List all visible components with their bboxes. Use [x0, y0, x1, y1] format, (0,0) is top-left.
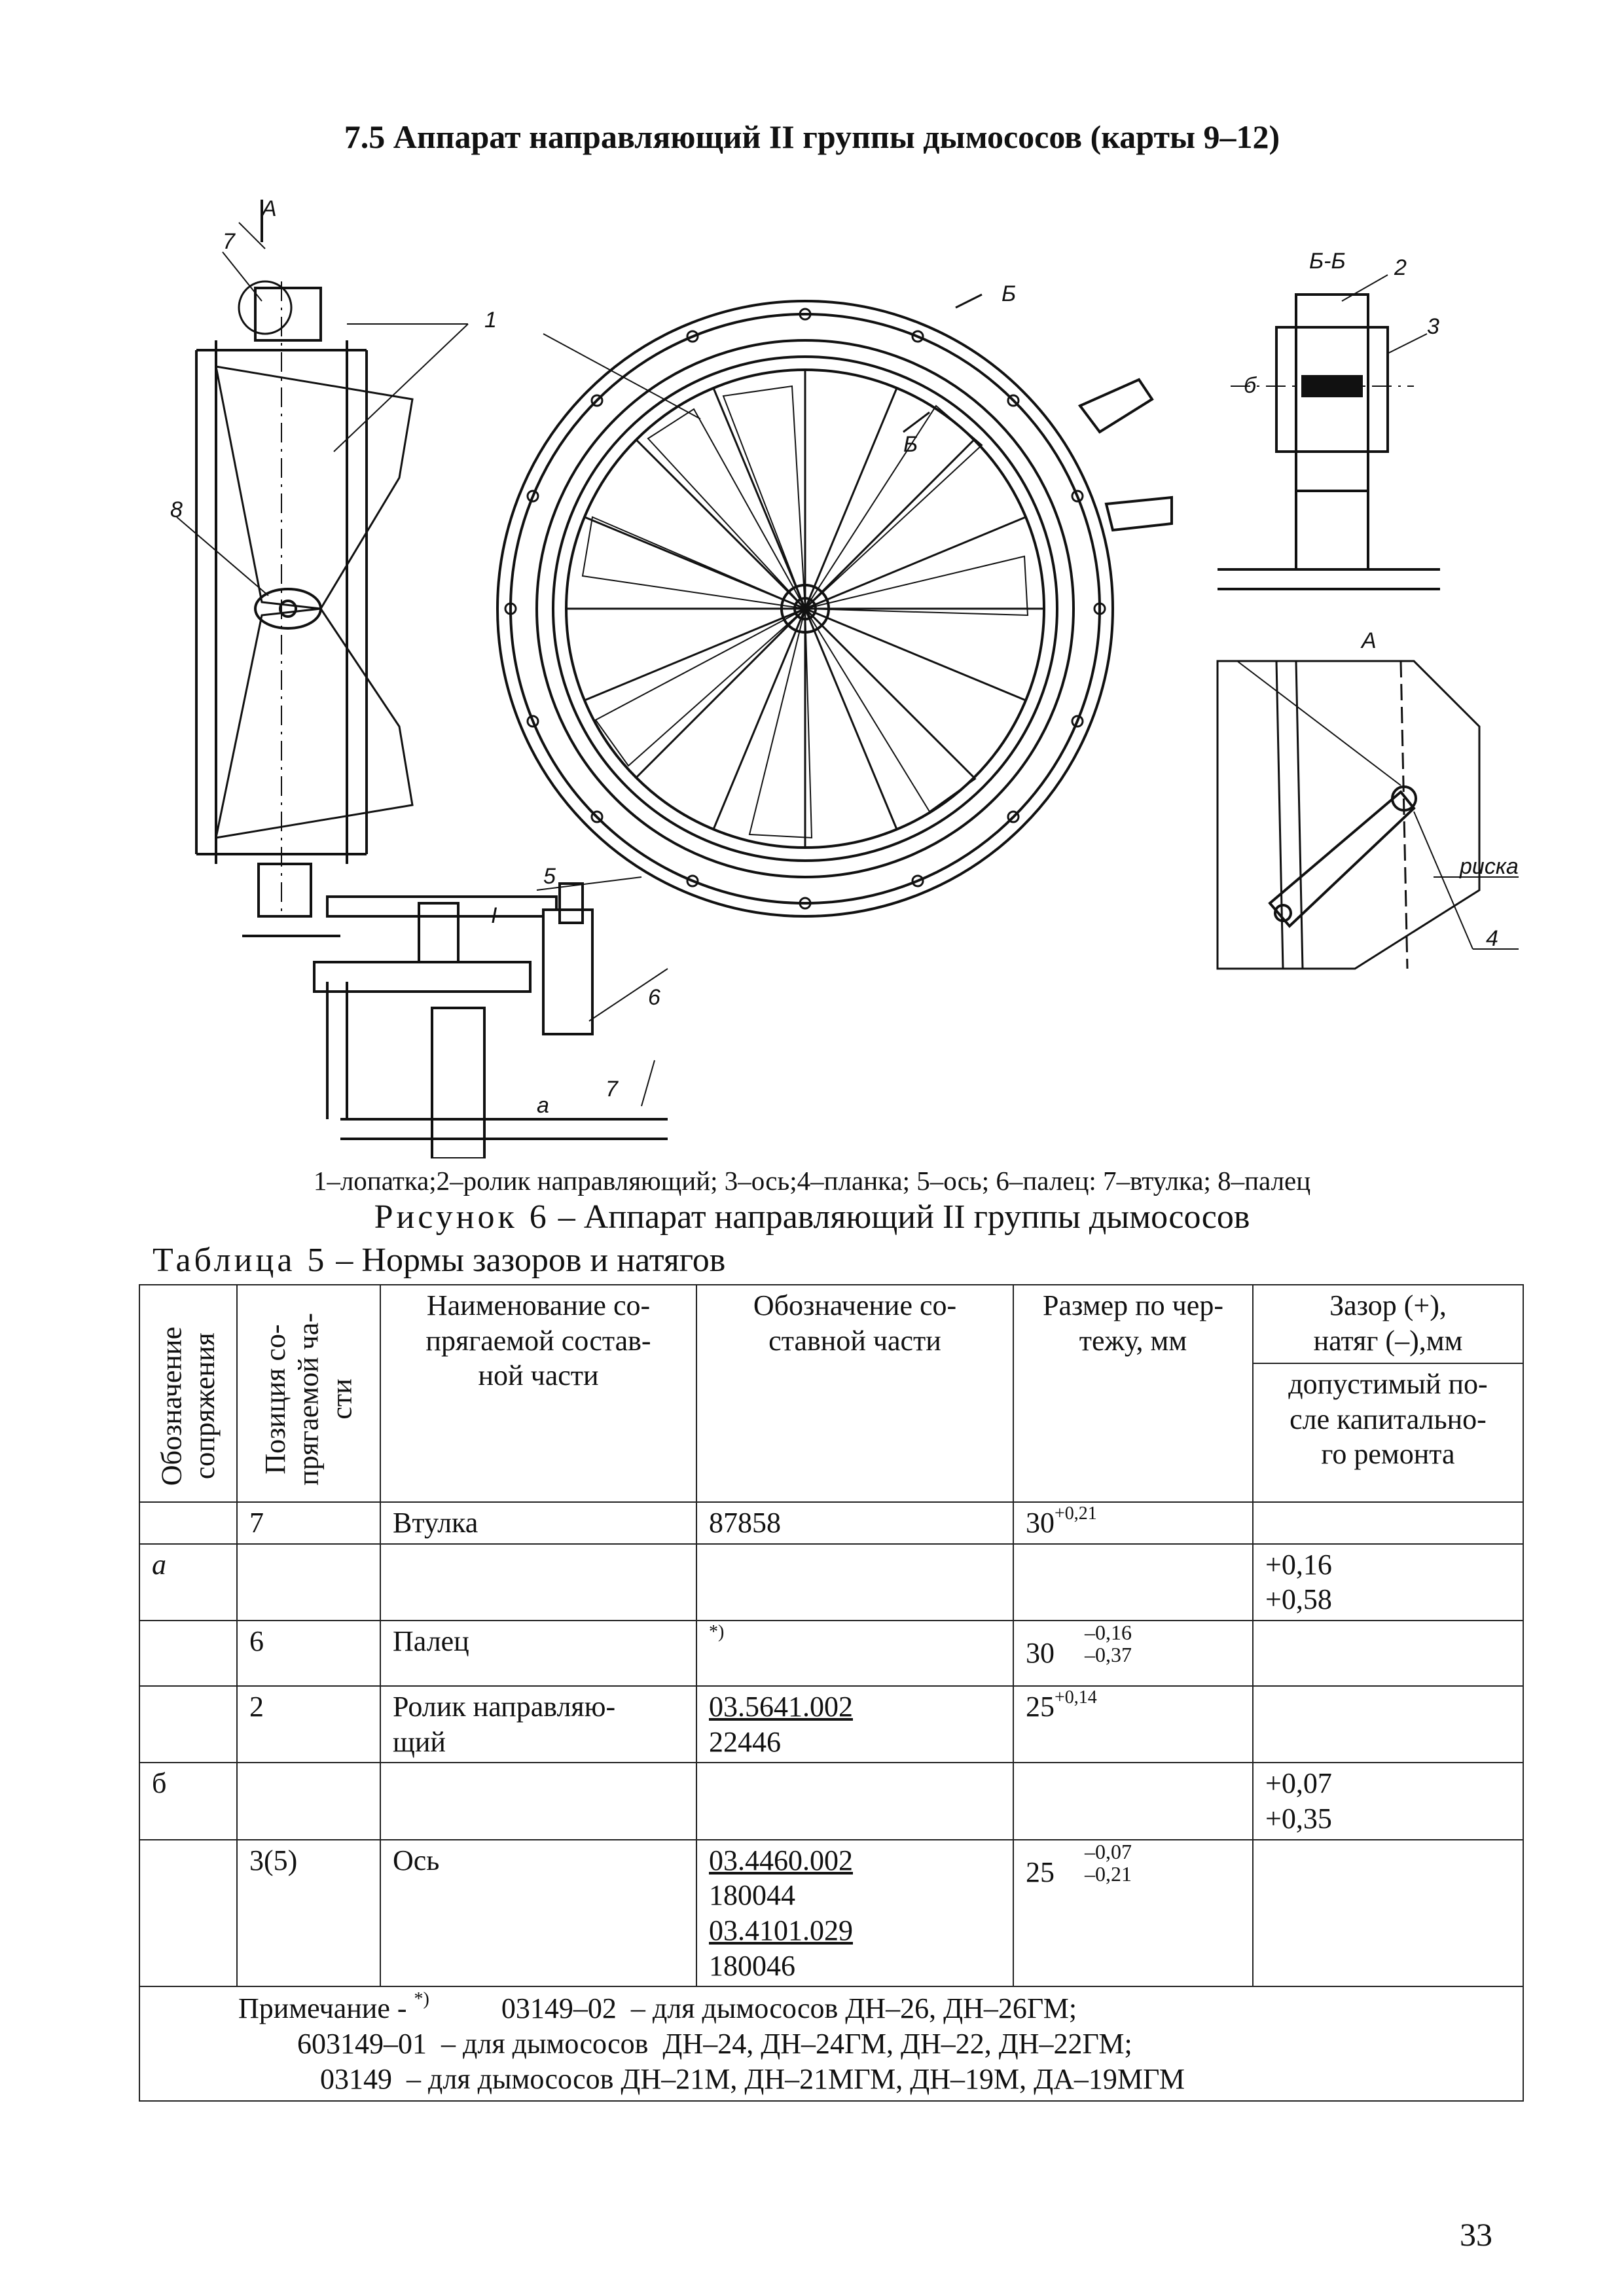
- drawing-label-view-a: А: [1362, 628, 1377, 653]
- table-caption-label: Таблица 5: [153, 1242, 328, 1279]
- front-view: [497, 295, 1172, 916]
- drawing-label-pos1: 1: [484, 308, 497, 332]
- table-note: [139, 1986, 1523, 2101]
- row6-designation: 03.4460.002 180044 03.4101.029 180046: [696, 1840, 1013, 1987]
- figure-caption-label: Рисунок 6: [374, 1198, 550, 1236]
- row1-name: Втулка: [380, 1502, 696, 1544]
- row5-gap: +0,07 +0,35: [1253, 1763, 1523, 1839]
- drawing-label-gap-a: а: [537, 1093, 549, 1118]
- section-bb: [1218, 275, 1440, 589]
- row3-position: 6: [237, 1621, 380, 1686]
- header-drawing-size: Размер по чер- тежу, мм: [1013, 1285, 1253, 1502]
- page-number: 33: [1460, 2216, 1492, 2253]
- drawing-label-view-a-top: А: [262, 196, 277, 221]
- figure-caption: [0, 1198, 1624, 1236]
- row2-gap: +0,16 +0,58: [1253, 1544, 1523, 1621]
- row3-name: Палец: [380, 1621, 696, 1686]
- technical-drawing: [131, 190, 1538, 1158]
- drawing-label-arrow-b-mid: Б: [903, 432, 918, 457]
- drawing-label-pos7a: 7: [223, 229, 235, 254]
- row4-name: Ролик направляю- щий: [380, 1686, 696, 1763]
- drawing-label-dim-b: б: [1244, 373, 1257, 398]
- table-row: [139, 1621, 1523, 1686]
- row1-position: 7: [237, 1502, 380, 1544]
- header-part-name: Наименование со- прягаемой состав- ной части: [380, 1285, 696, 1502]
- table-row: [139, 1502, 1523, 1544]
- row6-name: Ось: [380, 1840, 696, 1987]
- header-designation: Обозначение со- ставной части: [696, 1285, 1013, 1502]
- row1-designation: 87858: [696, 1502, 1013, 1544]
- table-row: [139, 1686, 1523, 1763]
- header-gap-allowed: допустимый по- сле капитально- го ремонта: [1253, 1363, 1523, 1502]
- header-connection: Обозначение сопряжения: [139, 1285, 237, 1502]
- note-line-2: 603149–01 – для дымососов ДН–24, ДН–24ГМ, ДН–22, ДН–22ГМ;: [297, 2028, 1132, 2060]
- table-header-row: [139, 1285, 1523, 1363]
- row6-size: 25 –0,07 –0,21: [1013, 1840, 1253, 1987]
- row4-position: 2: [237, 1686, 380, 1763]
- drawing-label-arrow-b-top: Б: [1001, 281, 1017, 306]
- side-view: [177, 200, 468, 936]
- row4-designation: 03.5641.002 22446: [696, 1686, 1013, 1763]
- norms-table: [139, 1284, 1524, 2102]
- note-line-1: Примечание - *) 03149–02 – для дымососов ДН–26, ДН–26ГМ;: [238, 1989, 1077, 2025]
- note-line-3: 03149 – для дымососов ДН–21М, ДН–21МГМ, ДН–19М, ДА–19МГМ: [320, 2062, 1185, 2095]
- drawing-label-roman-one: I: [491, 903, 497, 928]
- drawing-label-riska: риска: [1460, 854, 1519, 879]
- view-a: [1218, 661, 1519, 969]
- drawing-label-pos6: 6: [648, 985, 660, 1010]
- drawing-label-pos5: 5: [543, 864, 556, 889]
- row1-size: $30^{+0,21}$: [1013, 1502, 1253, 1544]
- row6-position: 3(5): [237, 1840, 380, 1987]
- table-caption: [153, 1241, 725, 1280]
- header-gap: Зазор (+), натяг (–),мм: [1253, 1285, 1523, 1363]
- figure-legend: 1–лопатка;2–ролик направляющий; 3–ось;4–планка; 5–ось; 6–палец: 7–втулка; 8–палец: [313, 1166, 1311, 1196]
- drawing-label-pos3: 3: [1427, 314, 1439, 339]
- table-row: [139, 1840, 1523, 1987]
- row5-connection: б: [139, 1763, 237, 1839]
- header-position: Позиция со- прягаемой ча- сти: [237, 1285, 380, 1502]
- drawing-label-pos2: 2: [1394, 255, 1407, 280]
- drawing-label-pos8: 8: [170, 497, 183, 522]
- row3-size: 30 –0,16 –0,37: [1013, 1621, 1253, 1686]
- drawing-label-pos7b: 7: [605, 1077, 618, 1102]
- page-title: 7.5 Аппарат направляющий II группы дымососов (карты 9–12): [344, 118, 1280, 155]
- table-caption-text: – Нормы зазоров и натягов: [327, 1242, 726, 1279]
- row2-connection: а: [139, 1544, 237, 1621]
- drawing-label-pos4: 4: [1486, 926, 1498, 951]
- figure-caption-text: – Аппарат направляющий II группы дымососов: [549, 1198, 1250, 1236]
- table-row: [139, 1544, 1523, 1621]
- drawing-label-section-bb: Б-Б: [1309, 249, 1346, 274]
- row4-size: $25^{+0,14}$: [1013, 1686, 1253, 1763]
- table-note-row: [139, 1986, 1523, 2101]
- table-row: [139, 1763, 1523, 1839]
- row3-designation: *): [696, 1621, 1013, 1686]
